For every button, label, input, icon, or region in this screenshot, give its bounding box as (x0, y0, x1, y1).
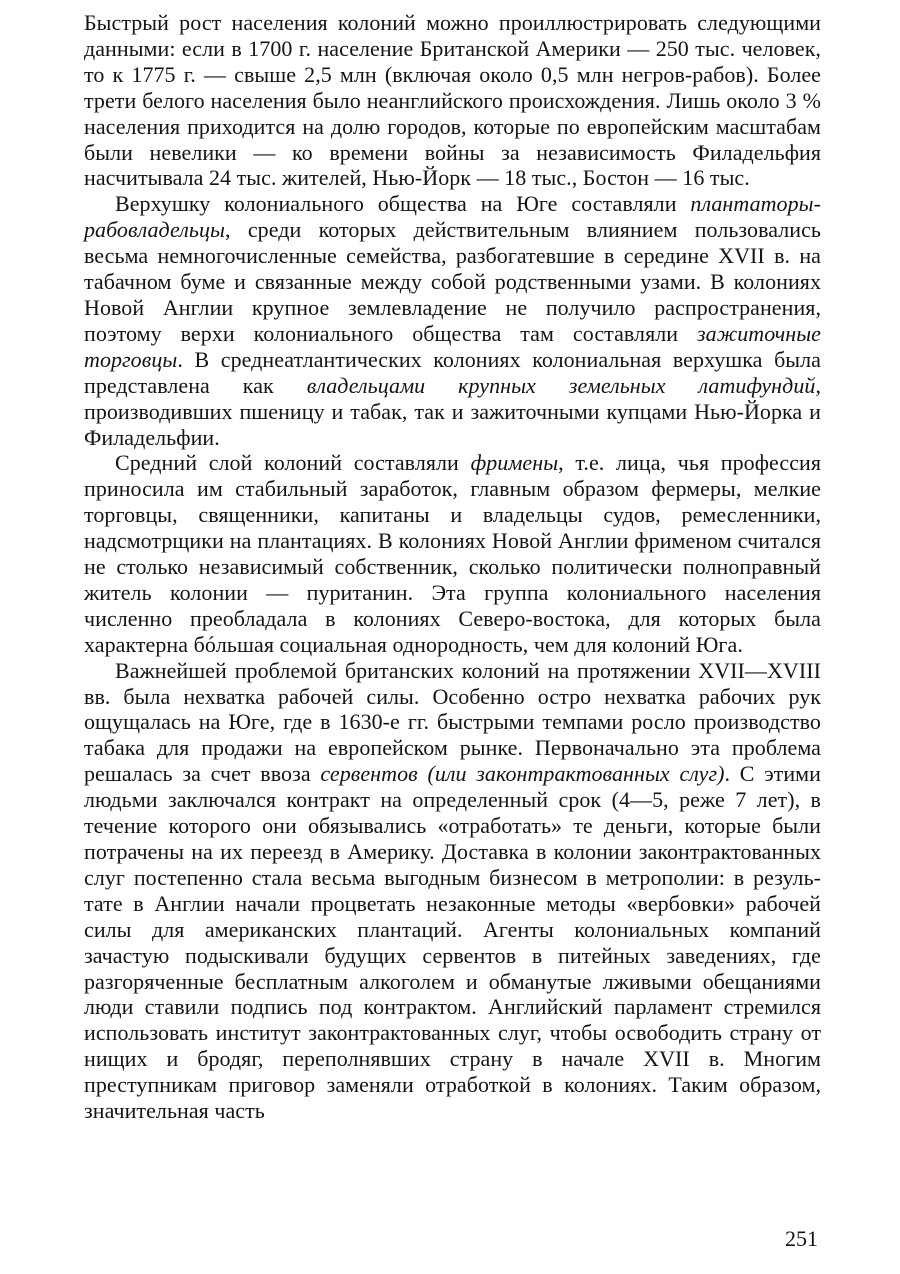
paragraph-1 (84, 10, 821, 191)
paragraph-4-emphasis-1: сервентов (или законтрактованных слуг) (320, 761, 725, 787)
paragraph-1-text: Быстрый рост населения колоний можно проиллюстрировать следующими данными: если в 1700 г. население Британской Америки — 250 тыс. человек, то к 1775 г. — свыше 2,5 млн (включая около 0,5 млн негров-рабов). Более трети белого населения было неанглийского происхождения. Лишь около 3 % населения приходится на долю городов, которые по европейским масштабам были невелики — ко времени войны за независимость Филадельфия насчитывала 24 тыс. жителей, Нью-Йорк — 18 тыс., Бостон — 16 тыс. (84, 10, 821, 191)
paragraph-2-emphasis-2: зажиточные торговцы (84, 320, 821, 372)
paragraph-2-text-2: , среди которых действительным влиянием пользовались весьма немногочисленные семейства, разбогатевшие в середине XVII в. на табачном буме и связанные между собой родственными узами. В колониях Новой Англии крупное землевладение не получило распространения, поэтому верхи колониального общества там составляли (84, 217, 821, 346)
paragraph-4-text-1: Важнейшей проблемой британских колоний на протяжении XVII—XVIII вв. была нехватка рабочей силы. Особенно остро нехватка рабочих рук ощущалась на Юге, где в 1630-е гг. быстрыми темпами росло производство табака для продажи на европейском рынке. Первоначально эта проблема решалась за счет ввоза (84, 657, 821, 787)
paragraph-2-emphasis-3: владельцами крупных земельных латифундий (306, 372, 816, 398)
paragraph-2-text-4: , производивших пшеницу и табак, так и зажиточными купцами Нью-Йорка и Филадельфии. (84, 372, 821, 450)
paragraph-2-text-3: . В среднеатлантических колониях колониальная верхушка была представлена как (84, 346, 821, 398)
paragraph-2 (84, 191, 821, 450)
paragraph-4 (84, 658, 821, 1124)
page-number: 251 (785, 1226, 818, 1251)
paragraph-3-text-1: Средний слой колоний составляли (115, 450, 471, 476)
paragraph-3-emphasis-1: фримены (470, 450, 559, 476)
paragraph-3-text-2: , т.е. лица, чья профессия приносила им стабильный заработок, главным образом фермеры, мелкие торговцы, священники, капитаны и владельцы судов, ремесленники, надсмотрщики на плантациях. В колониях Новой Англии фрименом считался не столько независимый собственник, сколько политически полноправный житель колонии — пуританин. Эта группа колониального населения численно преобладала в колониях Северо-востока, для которых была характерна бóльшая социальная однородность, чем для колоний Юга. (84, 450, 822, 657)
paragraph-2-text-1: Верхушку колониального общества на Юге составляли (115, 191, 691, 217)
page-body (84, 10, 821, 1124)
paragraph-3 (84, 450, 821, 657)
paragraph-4-text-2: . С этими людьми заключался контракт на определенный срок (4—5, реже 7 лет), в течение которого они обязывались «отработать» те деньги, которые были потрачены на их переезд в Америку. Доставка в колонии законтрактованных слуг постепенно стала весьма выгодным бизнесом в метрополии: в результате в Англии начали процветать незаконные методы «вербовки» рабочей силы для американских плантаций. Агенты колониальных компаний зачастую подыскивали будущих сервентов в питейных заведениях, где разгоряченные бесплатным алкоголем и обманутые лживыми обещаниями люди ставили подпись под контрактом. Английский парламент стремился использовать институт законтрактованных слуг, чтобы освободить страну от нищих и бродяг, переполнявших страну в начале XVII в. Многим преступникам приговор заменяли отработкой в колониях. Таким образом, значительная часть (84, 761, 821, 1124)
paragraph-2-emphasis-1: плантаторы-рабовладельцы (84, 191, 821, 243)
